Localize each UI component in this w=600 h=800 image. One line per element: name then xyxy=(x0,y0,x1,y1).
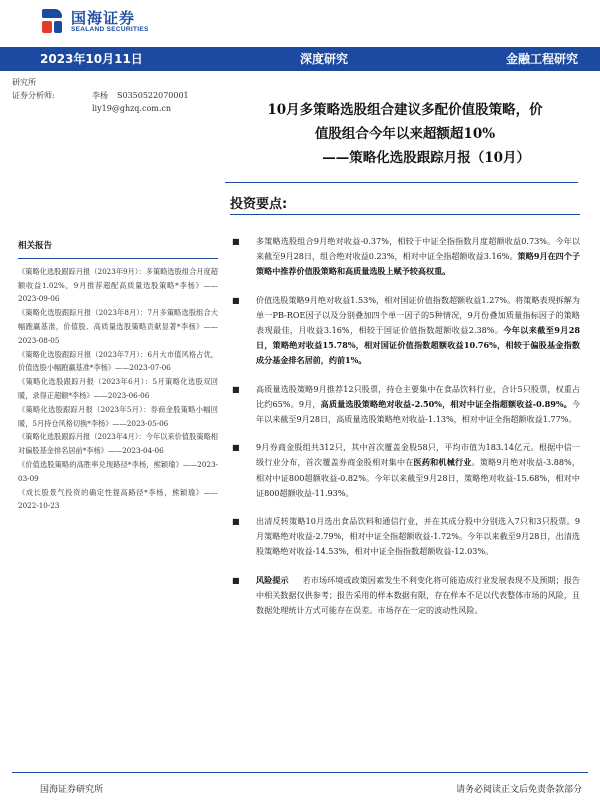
related-report-item[interactable]: 《策略化选股跟踪月报（2023年9月）：多策略选股组合月度超额收益1.02%，9月推荐超配高质量选股策略*李杨》——2023-09-06 xyxy=(18,266,218,304)
logo-en-text: SEALAND SECURITIES xyxy=(71,25,149,33)
title-line1: 10月多策略选股组合建议多配价值股策略，价 xyxy=(267,102,543,118)
key-point-tail: 。策略9月绝对收益-3.88%，相对中证800超额收益-0.82%。今年以来截至9月28日，策略绝对收益-15.68%，相对中证800超额收益-11.93%。 xyxy=(256,457,580,498)
bullet-square-icon: ■ xyxy=(232,384,240,394)
related-report-item[interactable]: 《策略化选股跟踪月报（2023年8月）：7月多策略选股组合大幅跑赢基准，价值股、高质量选股策略贡献显著*李杨》——2023-08-05 xyxy=(18,308,218,345)
key-point-text: 9月券商金股组共312只，其中首次覆盖金股58只，平均市值为183.14亿元。根据中信一级行业分布，首次覆盖券商金股相对集中在 xyxy=(256,442,580,468)
bullet-square-icon: ■ xyxy=(232,237,240,246)
key-point-text: 出清反转策略10月选出食品饮料和通信行业，并在其成分股中分别选入7只和3只股票。9月策略绝对收益-2.79%，相对中证全指超额收益-1.72%。今年以来截至9月28日，出清选股策略绝对收益-14.53%，相对中证全指指数超额收益-12.03%。 xyxy=(256,516,580,557)
company-logo xyxy=(40,4,160,38)
key-point-bold: 高质量选股策略绝对收益-2.50%，相对中证全指超额收益-0.89%。 xyxy=(320,398,572,409)
report-type: 深度研究 xyxy=(300,52,349,66)
related-report-item[interactable]: 《策略化选股跟踪月报（2023年4月）：今年以来价值股策略相对偏股基金排名居前*李杨》——2023-04-06 xyxy=(18,432,218,456)
key-point-text: 高质量选股策略9月推荐12只股票，持仓主要集中在食品饮料行业，合计5只股票，权重占比约65%。9月， xyxy=(256,383,580,409)
key-point-bold: 今年以来截至9月28日，策略绝对收益15.78%，相对国证价值指数超额收益10.76%，相较于偏股基金指数成分基金排名居前，约前1%。 xyxy=(256,325,580,366)
analyst-name: 李杨 xyxy=(92,91,108,100)
bullet-square-icon: ■ xyxy=(232,517,240,527)
risk-text: 若市场环境或政策因素发生不利变化将可能造成行业发展表现不及预期；报告中相关数据仅供参考；报告采用的样本数据有限，存在样本不足以代表整体市场的风险，且数据处理统计方式可能存在误差。市场存在一定的波动性风险。 xyxy=(256,574,580,616)
analyst-role-label: 证券分析师: xyxy=(12,91,55,100)
department: 金融工程研究 xyxy=(505,52,578,66)
report-title xyxy=(225,98,585,170)
key-points-list xyxy=(232,234,580,631)
key-point xyxy=(232,514,580,560)
related-report-item[interactable]: 《价值选股策略的高胜率兑现路径*李杨，熊颖瑜》——2023-03-09 xyxy=(18,459,218,483)
footer-institute: 国海证券研究所 xyxy=(40,785,104,795)
analyst-info xyxy=(12,76,189,115)
key-point-text: 多策略选股组合9月绝对收益-0.37%，相较于中证全指指数月度超额收益0.73%。今年以来截至9月28日，组合绝对收益0.23%，相对中证全指超额收益3.16%。 xyxy=(256,236,580,262)
related-heading: 相关报告 xyxy=(18,240,218,259)
analyst-license: S0350522070001 xyxy=(117,91,189,100)
logo-icon xyxy=(40,7,66,35)
risk-label: 风险提示 xyxy=(256,574,289,585)
analyst-dept: 研究所 xyxy=(12,78,36,87)
related-report-item[interactable]: 《策略化选股跟踪月报（2023年5月）：券商金股策略小幅回暖，5月持仓风格切换*李杨》——2023-05-06 xyxy=(18,404,218,428)
key-point-bold: 医药和机械行业 xyxy=(413,457,472,468)
header-bar xyxy=(0,47,600,71)
key-point xyxy=(232,382,580,428)
key-point xyxy=(232,293,580,369)
title-subtitle: ——策略化选股跟踪月报（10月） xyxy=(322,150,530,166)
footer-divider xyxy=(12,772,588,773)
title-divider xyxy=(225,182,578,183)
report-date: 2023年10月11日 xyxy=(40,52,143,66)
related-report-item[interactable]: 《策略化选股跟踪月报（2023年7月）：6月大市值风格占优，价值选股小幅跑赢基准*李杨》——2023-07-06 xyxy=(18,349,218,373)
key-point-tail: 今年以来截至9月28日，高质量选股策略绝对收益-1.13%，相对中证全指超额收益1.77%。 xyxy=(256,398,581,425)
related-report-item[interactable]: 《成长股景气投资的确定性提高路径*李杨，熊颖瑜》——2022-10-23 xyxy=(18,487,218,511)
risk-warning xyxy=(232,573,580,619)
bullet-square-icon: ■ xyxy=(232,295,240,305)
key-point-bold: 策略9月在四个子策略中推荐价值股策略和高质量选股上赋予较高权重。 xyxy=(256,251,580,277)
related-report-item[interactable]: 《策略化选股跟踪月报（2023年6月）：5月策略化选股双回暖，录得正超额*李杨》——2023-06-06 xyxy=(18,377,218,400)
key-points-divider xyxy=(230,214,580,215)
bullet-square-icon: ■ xyxy=(232,575,240,585)
key-point-text: 价值选股策略9月绝对收益1.53%，相对国证价值指数超额收益1.27%。将策略表现拆解为单一PB-ROE因子以及分别叠加四个单一因子的5种情况，9月份叠加质量指标因子的策略表现最佳，月收益3.16%，相较于国证价值指数超额收益2.38%。 xyxy=(256,294,580,336)
logo-cn-text: 国海证券 xyxy=(71,8,136,27)
bullet-square-icon: ■ xyxy=(232,443,240,453)
footer-disclaimer: 请务必阅读正文后免责条款部分 xyxy=(455,785,582,795)
related-reports xyxy=(18,240,218,513)
key-point xyxy=(232,440,580,501)
analyst-email[interactable]: liy19@ghzq.com.cn xyxy=(92,104,172,113)
key-point xyxy=(232,234,580,280)
key-points-heading: 投资要点: xyxy=(230,197,288,212)
title-line2: 值股组合今年以来超额超10% xyxy=(314,126,496,142)
